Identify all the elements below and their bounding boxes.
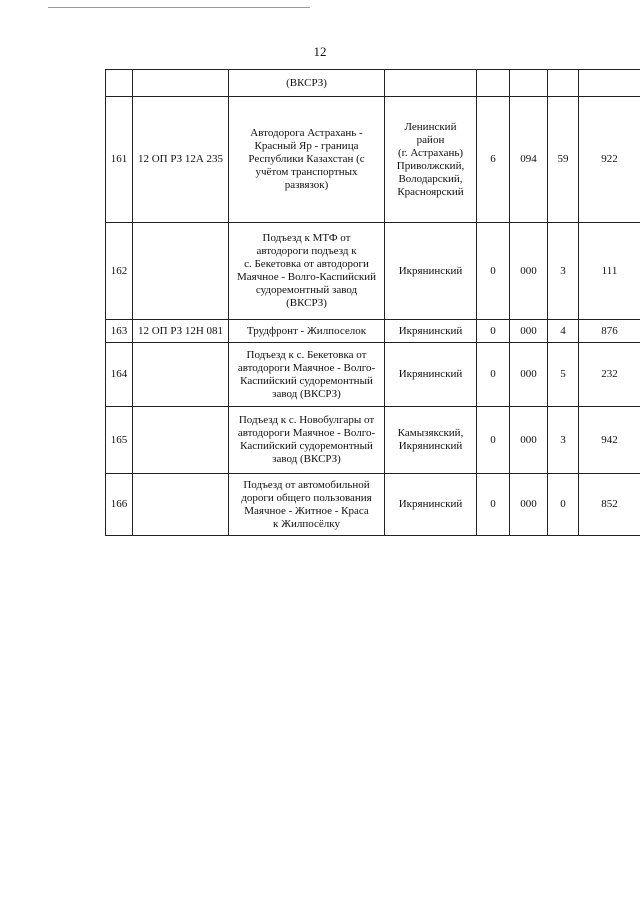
cell-code: 12 ОП РЗ 12А 235 xyxy=(133,97,229,223)
cell-c: 3 xyxy=(548,407,579,474)
cell-d: 876 xyxy=(579,320,640,343)
cell-b: 000 xyxy=(510,474,548,536)
cell-b: 000 xyxy=(510,343,548,407)
cell-a: 6 xyxy=(477,97,510,223)
cell-d: 922 xyxy=(579,97,640,223)
cell-c: 4 xyxy=(548,320,579,343)
table-row xyxy=(106,407,640,474)
cell-b: 000 xyxy=(510,223,548,320)
cell-num: 162 xyxy=(106,223,133,320)
cell-a: 0 xyxy=(477,223,510,320)
cell-code: 12 ОП РЗ 12Н 081 xyxy=(133,320,229,343)
table-row xyxy=(106,474,640,536)
text-line: Подъезд к МТФ от xyxy=(262,232,351,244)
cell-a xyxy=(477,70,510,97)
cell-c xyxy=(548,70,579,97)
cell-num xyxy=(106,70,133,97)
cell-num: 165 xyxy=(106,407,133,474)
cell-district xyxy=(385,407,477,474)
text-line: Автодорога Астрахань - xyxy=(250,127,363,139)
text-line: Подъезд к с. Бекетовка от xyxy=(246,348,367,361)
text-line: (ВКСРЗ) xyxy=(286,297,327,309)
text-line: к Жилпосёлку xyxy=(273,517,340,530)
cell-d: 232 xyxy=(579,343,640,407)
text-line: Икрянинский xyxy=(398,264,463,277)
text-line: автодороги подъезд к xyxy=(256,245,357,257)
cell-name: (ВКСРЗ) xyxy=(229,70,385,97)
scan-edge-line xyxy=(48,7,310,8)
cell-c: 3 xyxy=(548,223,579,320)
text-line: дороги общего пользования xyxy=(241,491,372,504)
text-line: Ленинский xyxy=(404,120,457,133)
cell-a: 0 xyxy=(477,343,510,407)
text-line: (г. Астрахань) xyxy=(397,146,464,159)
cell-d xyxy=(579,70,640,97)
cell-code xyxy=(133,407,229,474)
cell-b: 000 xyxy=(510,407,548,474)
cell-num: 164 xyxy=(106,343,133,407)
cell-b: 000 xyxy=(510,320,548,343)
cell-a: 0 xyxy=(477,407,510,474)
text-line: Каспийский судоремонтный xyxy=(240,374,373,387)
cell-district xyxy=(385,97,477,223)
cell-name xyxy=(229,407,385,474)
text-line: автодороги Маячное - Волго- xyxy=(237,427,376,439)
roads-table-body xyxy=(106,70,640,536)
text-line: с. Бекетовка от автодороги xyxy=(244,258,369,270)
cell-name xyxy=(229,474,385,536)
cell-b: 094 xyxy=(510,97,548,223)
text-line: Каспийский судоремонтный xyxy=(240,440,373,452)
text-line: Икрянинский xyxy=(398,368,463,380)
cell-name xyxy=(229,343,385,407)
text-line: Красный Яр - граница xyxy=(254,140,359,152)
text-line: Маячное - Житное - Краса xyxy=(244,504,369,517)
text-line: Володарский, xyxy=(398,172,463,185)
text-line: Подъезд к с. Новобулгары от xyxy=(238,414,375,426)
cell-d: 942 xyxy=(579,407,640,474)
text-line: Маячное - Волго-Каспийский xyxy=(236,271,377,283)
cell-code xyxy=(133,223,229,320)
cell-district xyxy=(385,474,477,536)
cell-name xyxy=(229,223,385,320)
cell-c: 0 xyxy=(548,474,579,536)
text-line: Красноярский xyxy=(397,185,464,198)
table-row xyxy=(106,223,640,320)
cell-code xyxy=(133,474,229,536)
text-line: Икрянинский xyxy=(398,440,463,452)
cell-name xyxy=(229,320,385,343)
text-line: Республики Казахстан (с xyxy=(248,153,365,165)
cell-num: 163 xyxy=(106,320,133,343)
text-line: Трудфронт - Жилпоселок xyxy=(246,324,367,337)
page-number: 12 xyxy=(313,44,327,59)
text-line: Камызякский, xyxy=(397,427,464,439)
table-row xyxy=(106,97,640,223)
cell-b xyxy=(510,70,548,97)
cell-d: 852 xyxy=(579,474,640,536)
text-line: развязок) xyxy=(284,179,329,191)
table-row xyxy=(106,343,640,407)
text-line: Приволжский, xyxy=(396,159,465,172)
cell-code xyxy=(133,343,229,407)
text-line: Икрянинский xyxy=(398,498,463,510)
cell-num: 166 xyxy=(106,474,133,536)
cell-code xyxy=(133,70,229,97)
table-row-continuation xyxy=(106,70,640,97)
cell-num: 161 xyxy=(106,97,133,223)
cell-district xyxy=(385,320,477,343)
text-line: район xyxy=(416,133,445,146)
text-line: Икрянинский xyxy=(398,324,463,337)
cell-c: 5 xyxy=(548,343,579,407)
text-line: автодороги Маячное - Волго- xyxy=(237,361,376,374)
text-line: завод (ВКСРЗ) xyxy=(272,453,341,465)
cell-a: 0 xyxy=(477,320,510,343)
text-line: судоремонтный завод xyxy=(255,284,358,296)
text-line: Подъезд от автомобильной xyxy=(243,478,370,491)
cell-a: 0 xyxy=(477,474,510,536)
cell-district xyxy=(385,70,477,97)
cell-district xyxy=(385,223,477,320)
cell-district xyxy=(385,343,477,407)
cell-c: 59 xyxy=(548,97,579,223)
text-line: учётом транспортных xyxy=(255,166,358,178)
roads-table xyxy=(105,69,640,536)
cell-name xyxy=(229,97,385,223)
cell-d: 111 xyxy=(579,223,640,320)
text-line: завод (ВКСРЗ) xyxy=(272,387,341,400)
table-row xyxy=(106,320,640,343)
